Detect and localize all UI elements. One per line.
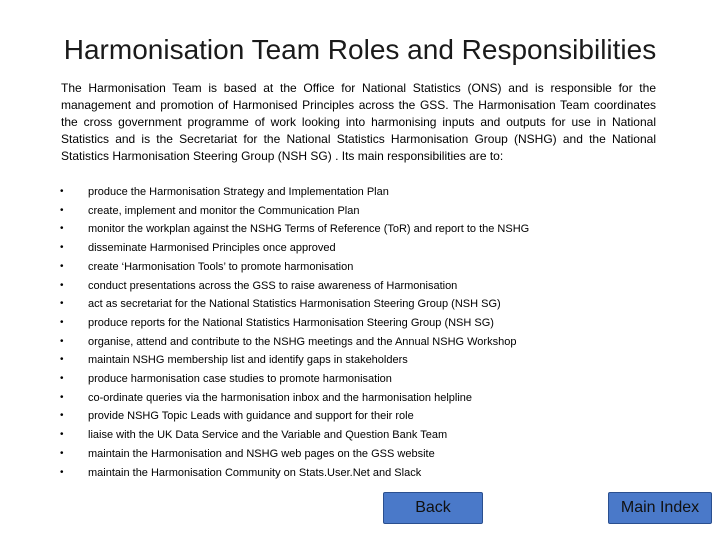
list-item — [60, 220, 620, 239]
list-item — [60, 258, 620, 277]
list-item-text: maintain NSHG membership list and identify gaps in stakeholders — [88, 354, 408, 367]
list-item-text: maintain the Harmonisation Community on Stats.User.Net and Slack — [88, 466, 422, 479]
bullet-icon: • — [60, 429, 64, 441]
list-item-text: provide NSHG Topic Leads with guidance and support for their role — [88, 410, 414, 423]
list-item — [60, 183, 620, 202]
responsibilities-list — [60, 183, 620, 482]
list-item-text: monitor the workplan against the NSHG Terms of Reference (ToR) and report to the NSHG — [88, 223, 530, 236]
list-item-text: create ‘Harmonisation Tools’ to promote harmonisation — [88, 260, 354, 273]
list-item-text: co-ordinate queries via the harmonisation inbox and the harmonisation helpline — [88, 391, 473, 404]
back-button[interactable] — [383, 492, 483, 524]
bullet-icon: • — [60, 466, 64, 478]
list-item-text: disseminate Harmonised Principles once approved — [88, 242, 336, 255]
list-item — [60, 407, 620, 426]
bullet-icon: • — [60, 410, 64, 422]
bullet-icon: • — [60, 316, 64, 328]
intro-paragraph: The Harmonisation Team is based at the Office for National Statistics (ONS) and is responsible for the management and promotion of Harmonised Principles across the GSS. The Harmonisation Team coordinates the cross government programme of work looking into harmonising inputs and outputs for use in National Statistics and is the Secretariat for the National Statistics Harmonisation Group (NSHG) and the National Statistics Harmonisation Steering Group (NSH SG) . Its main responsibilities are to: — [61, 81, 656, 163]
list-item — [60, 370, 620, 389]
list-item-text: maintain the Harmonisation and NSHG web pages on the GSS website — [88, 447, 435, 460]
list-item — [60, 239, 620, 258]
list-item-text: produce the Harmonisation Strategy and Implementation Plan — [88, 186, 389, 198]
list-item — [60, 426, 620, 445]
list-item-text: act as secretariat for the National Statistics Harmonisation Steering Group (NSH SG) — [88, 298, 501, 311]
bullet-icon: • — [60, 260, 64, 272]
bullet-icon: • — [60, 223, 64, 235]
main-index-button-label: Main Index — [620, 499, 700, 516]
bullet-icon: • — [60, 204, 64, 216]
bullet-icon: • — [60, 186, 64, 197]
list-item — [60, 202, 620, 221]
back-button-label: Back — [415, 499, 451, 516]
main-index-button[interactable] — [608, 492, 712, 524]
list-item — [60, 389, 620, 408]
bullet-icon: • — [60, 391, 64, 403]
list-item — [60, 314, 620, 333]
list-item — [60, 445, 620, 464]
bullet-icon: • — [60, 335, 64, 347]
list-item-text: create, implement and monitor the Communication Plan — [88, 204, 360, 217]
list-item-text: conduct presentations across the GSS to raise awareness of Harmonisation — [88, 279, 458, 292]
bullet-icon: • — [60, 242, 64, 254]
bullet-icon: • — [60, 298, 64, 310]
slide-title: Harmonisation Team Roles and Responsibilities — [63, 34, 657, 65]
list-item — [60, 277, 620, 296]
bullet-icon: • — [60, 373, 64, 385]
list-item-text: produce reports for the National Statistics Harmonisation Steering Group (NSH SG) — [88, 316, 494, 329]
bullet-icon: • — [60, 354, 64, 366]
list-item-text: organise, attend and contribute to the NSHG meetings and the Annual NSHG Workshop — [88, 335, 517, 348]
list-item-text: produce harmonisation case studies to promote harmonisation — [88, 373, 392, 386]
list-item — [60, 295, 620, 314]
bullet-icon: • — [60, 447, 64, 459]
bullet-icon: • — [60, 279, 64, 291]
list-item-text: liaise with the UK Data Service and the Variable and Question Bank Team — [88, 429, 448, 442]
list-item — [60, 464, 620, 483]
list-item — [60, 351, 620, 370]
list-item — [60, 333, 620, 352]
